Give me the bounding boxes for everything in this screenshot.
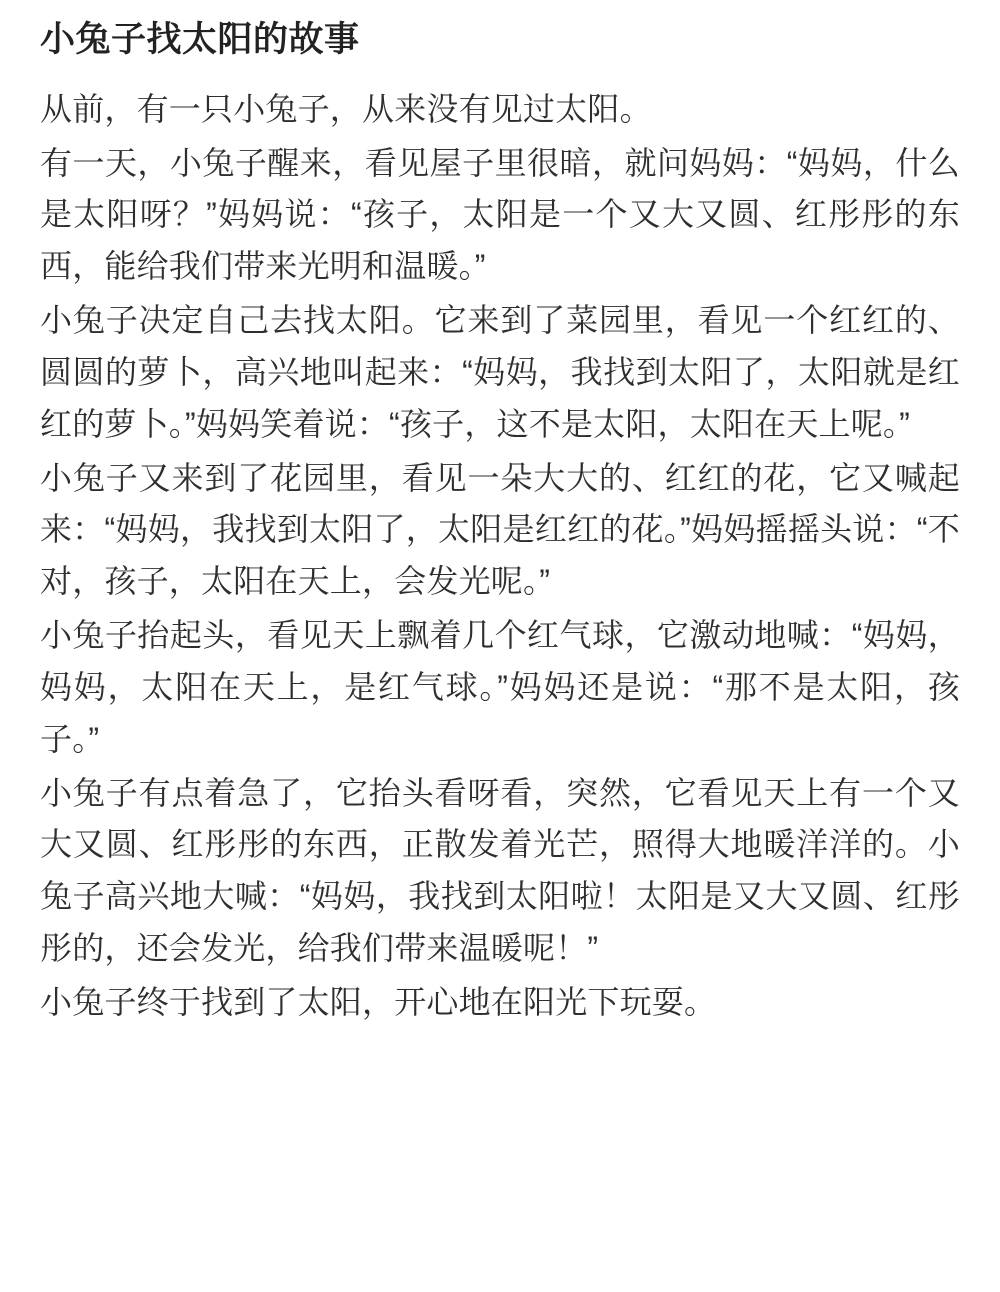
- paragraph: 有一天，小兔子醒来，看见屋子里很暗，就问妈妈：“妈妈，什么是太阳呀？”妈妈说：“孩子，太阳是一个又大又圆、红彤彤的东西，能给我们带来光明和温暖。”: [40, 144, 960, 285]
- paragraph: 小兔子决定自己去找太阳。它来到了菜园里，看见一个红红的、圆圆的萝卜，高兴地叫起来：“妈妈，我找到太阳了，太阳就是红红的萝卜。”妈妈笑着说：“孩子，这不是太阳，太阳在天上呢。”: [40, 302, 960, 442]
- paragraph: 从前，有一只小兔子，从来没有见过太阳。: [40, 90, 652, 127]
- page-title: 小兔子找太阳的故事: [40, 20, 360, 59]
- paragraph: 小兔子终于找到了太阳，开心地在阳光下玩耍。: [40, 983, 717, 1020]
- paragraph: 小兔子抬起头，看见天上飘着几个红气球，它激动地喊：“妈妈，妈妈，太阳在天上，是红气球。”妈妈还是说：“那不是太阳，孩子。”: [40, 617, 960, 757]
- paragraph: 小兔子有点着急了，它抬头看呀看，突然，它看见天上有一个又大又圆、红彤彤的东西，正散发着光芒，照得大地暖洋洋的。小兔子高兴地大喊：“妈妈，我找到太阳啦！太阳是又大又圆、红彤彤的，还会发光，给我们带来温暖呢！”: [40, 774, 960, 966]
- document-body: [40, 84, 960, 1029]
- paragraph: 小兔子又来到了花园里，看见一朵大大的、红红的花，它又喊起来：“妈妈，我找到太阳了，太阳是红红的花。”妈妈摇摇头说：“不对，孩子，太阳在天上，会发光呢。”: [40, 459, 960, 600]
